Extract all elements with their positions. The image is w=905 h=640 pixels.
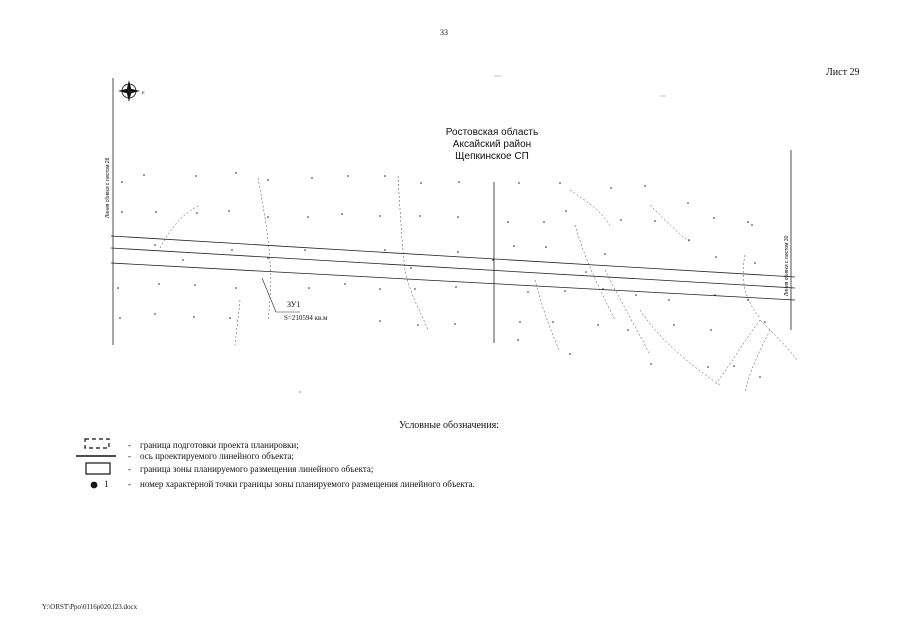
legend-text-3: граница зоны планируемого размещения линейного объекта; [140,464,374,474]
dashed-rect-icon [83,438,113,450]
legend-dash: - [128,440,131,450]
region-line-2: Аксайский район [452,139,532,150]
legend-title: Условные обозначения: [399,420,500,431]
sheet-label: Лист 29 [826,67,860,78]
svg-text:E: E [142,90,145,95]
terrain-lines [160,176,797,392]
region-line-3: Щепкинское СП [455,151,529,162]
legend-dash: - [128,464,131,474]
left-match-label: Линия сбивки с листом 28 [105,157,111,218]
axis-line-icon [74,451,118,461]
zone-id-label: ЗУ1 [287,300,301,309]
legend-text-2: ось проектируемого линейного объекта; [140,451,294,461]
project-axis-line [111,248,795,288]
file-path: Y:\ORST\Ppo\0116p020.f23.docx [42,603,138,611]
point-dot-icon [88,479,100,491]
zone-boundary-top [111,236,795,277]
zone-boundary-bottom [111,263,795,300]
legend-point-number: 1 [104,479,109,489]
survey-points [117,172,766,392]
solid-rect-icon [84,462,114,476]
legend-text-1: граница подготовки проекта планировки; [140,440,299,450]
legend-dash: - [128,479,131,489]
region-line-1: Ростовская область [445,127,539,138]
legend-text-4: номер характерной точки границы зоны планируемого размещения линейного объекта. [140,479,475,489]
legend-item-3 [0,464,700,478]
legend-item-4 [0,479,700,493]
page-number: 33 [440,28,448,37]
right-match-label: Линия сбивки с листом 30 [784,235,790,296]
legend-dash: - [128,451,131,461]
zone-area-label: S=210594 кв.м [284,314,328,322]
compass-rose-icon [118,80,145,102]
